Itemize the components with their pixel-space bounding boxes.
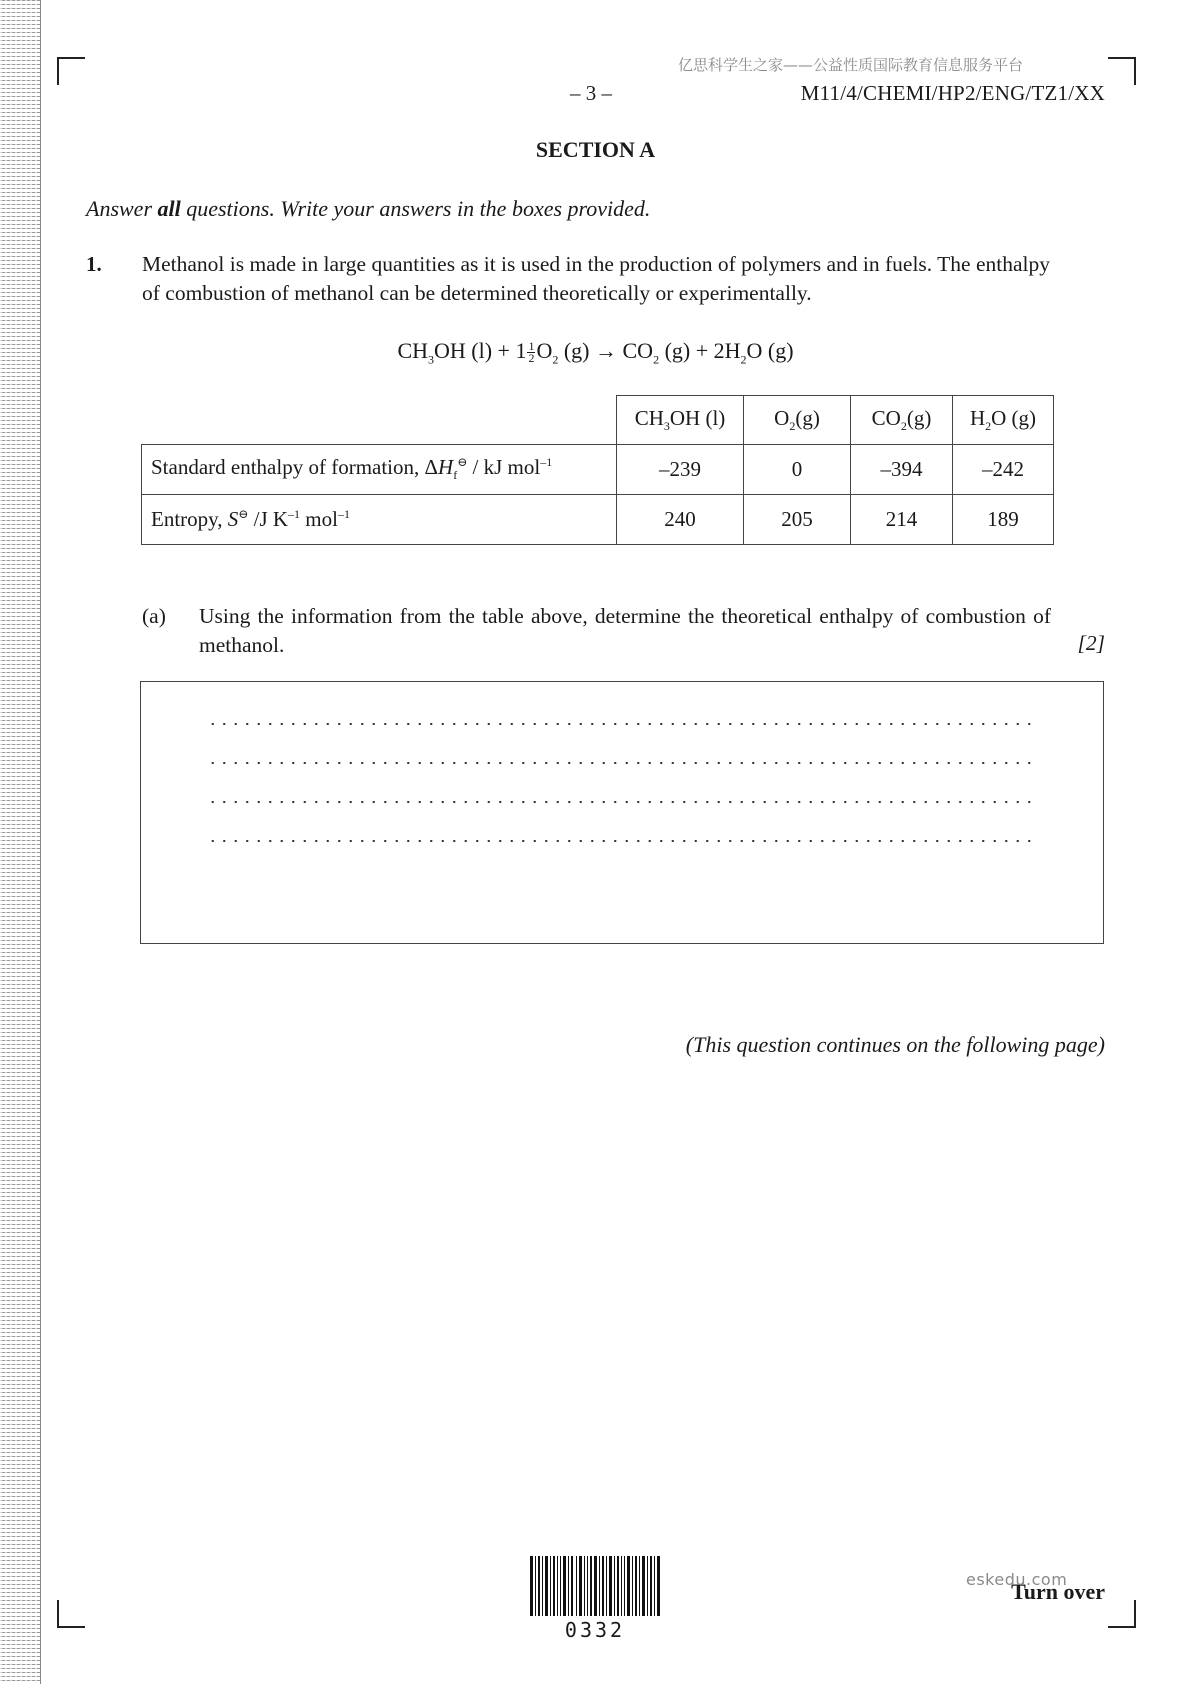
answer-line[interactable] [207,762,1039,764]
table-cell: 189 [953,495,1054,545]
page-number: – 3 – [570,81,612,105]
part-a-marks: [2] [1077,631,1105,655]
row-label-entropy: Entropy, S⊖ /J $K^{-1}$ mol$^{-1}$ [142,495,617,545]
barcode [530,1556,660,1616]
crop-mark-top-right [1108,57,1136,85]
row-label-enthalpy: Standard enthalpy of formation, $\Delta H_f^⊖$ / kJ mol$^{-1}$ [142,445,617,495]
table-header-ch3oh: $CH_3OH$ (l) [617,396,744,445]
crop-mark-bottom-right [1108,1600,1136,1628]
data-table [141,395,1054,545]
chemical-equation: $CH_3OH$ (l) + 1 $\frac{1}{2}$ $O_2$ $(g) \to CO_2$ $(g) + 2H_2O$ (g) [397,338,794,367]
header-watermark: 亿思科学生之家——公益性质国际教育信息服务平台 [678,56,1024,74]
table-header-row [142,396,1054,445]
question-text: Methanol is made in large quantities as it is used in the production of polymers and in fuels. The enthalpy of combustion of methanol can be determined theoretically or experimentally. [142,252,1050,305]
part-a-text: Using the information from the table above, determine the theoretical enthalpy of combustion of methanol. [199,604,1051,657]
binding-strip [0,0,41,1684]
crop-mark-bottom-left [57,1600,85,1628]
table-cell: 214 [851,495,953,545]
barcode-number: 0332 [564,1618,626,1642]
table-cell: –394 [851,445,953,495]
answer-box[interactable] [140,681,1104,944]
continues-note: (This question continues on the following page) [685,1032,1105,1057]
instructions-emphasis: all [157,196,181,221]
part-a-label: (a) [142,604,166,628]
table-cell: 0 [744,445,851,495]
table-header-o2: $O_2(g)$ [744,396,851,445]
crop-mark-top-left [57,57,85,85]
answer-line[interactable] [207,723,1039,725]
table-cell: 240 [617,495,744,545]
table-cell: 205 [744,495,851,545]
question-number: 1. [86,252,102,276]
answer-line[interactable] [207,840,1039,842]
turn-over: Turn over [1011,1579,1105,1604]
answer-line[interactable] [207,801,1039,803]
paper-code: M11/4/CHEMI/HP2/ENG/TZ1/XX [800,81,1105,105]
table-cell: –242 [953,445,1054,495]
table-header-h2o: $H_2O$ (g) [953,396,1054,445]
fraction-half: $\frac{1}{2}$ [528,339,535,366]
footer-watermark: eskedu.com [966,1570,1068,1589]
table-header-co2: $CO_2(g)$ [851,396,953,445]
section-title: SECTION A [535,137,656,162]
instructions: Answer all questions. Write your answers in the boxes provided. [86,196,651,221]
table-cell: –239 [617,445,744,495]
table-row-entropy [142,495,1054,545]
table-row-enthalpy [142,445,1054,495]
